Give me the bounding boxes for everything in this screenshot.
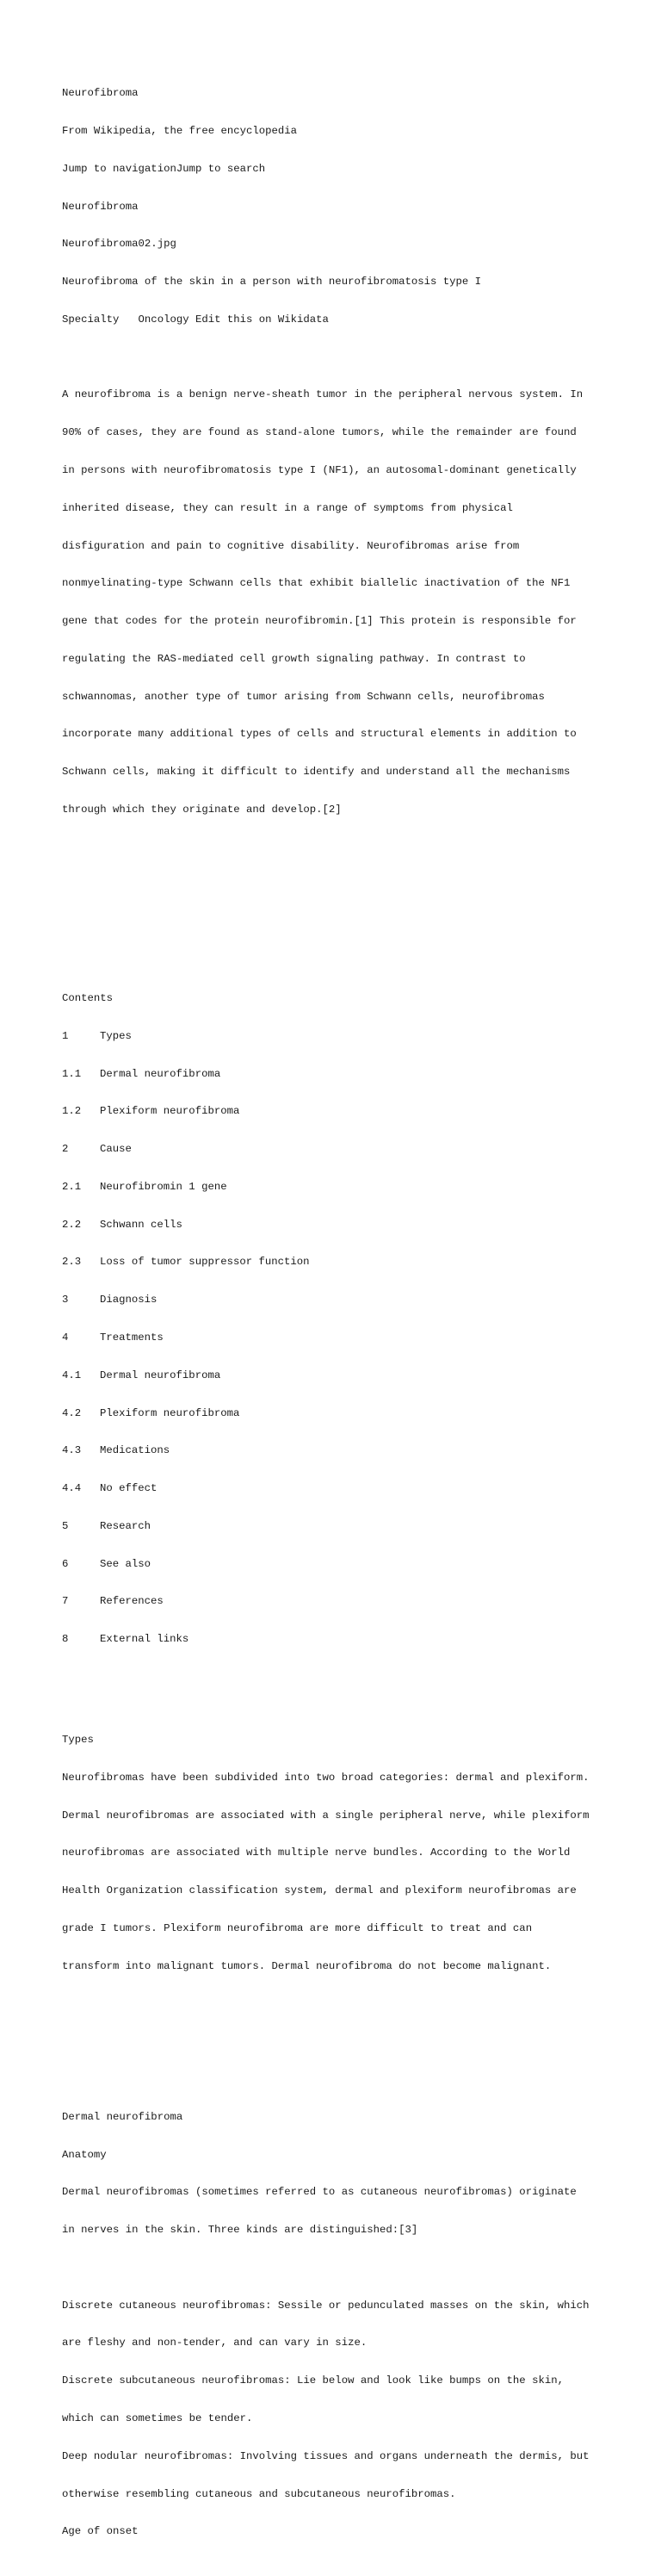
- types-line: Neurofibromas have been subdivided into two broad categories: dermal and plexiform.: [62, 1771, 590, 1784]
- toc-item[interactable]: [62, 1520, 613, 1533]
- toc-item[interactable]: [62, 1256, 613, 1269]
- toc-label: Types: [100, 1029, 132, 1042]
- toc-label: Plexiform neurofibroma: [100, 1406, 240, 1419]
- toc-label: Loss of tumor suppressor function: [100, 1256, 310, 1269]
- toc-item[interactable]: [62, 1407, 613, 1420]
- toc-number: 2.1: [62, 1180, 82, 1193]
- jump-links[interactable]: Jump to navigationJump to search: [62, 162, 266, 175]
- toc-number: 6: [62, 1557, 69, 1570]
- toc-number: 1.2: [62, 1105, 82, 1118]
- toc-item[interactable]: [62, 1219, 613, 1232]
- toc-item[interactable]: [62, 1558, 613, 1571]
- toc-label: Neurofibromin 1 gene: [100, 1180, 227, 1193]
- toc-item[interactable]: [62, 1181, 613, 1194]
- intro-line: A neurofibroma is a benign nerve-sheath tumor in the peripheral nervous system. In: [62, 388, 584, 401]
- intro-line: through which they originate and develop.[2]: [62, 804, 342, 816]
- types-section: [62, 1709, 613, 1998]
- toc-item[interactable]: [62, 1444, 613, 1457]
- toc-number: 4.2: [62, 1406, 82, 1419]
- subsection-heading: Anatomy: [62, 2148, 107, 2161]
- toc-item[interactable]: [62, 1105, 613, 1118]
- toc-label: Diagnosis: [100, 1294, 158, 1307]
- spacer: [62, 916, 613, 929]
- dermal-line: Dermal neurofibromas (sometimes referred to as cutaneous neurofibromas) originate: [62, 2186, 577, 2199]
- subsection-heading: Age of onset: [62, 2525, 139, 2538]
- intro-line: regulating the RAS-mediated cell growth signaling pathway. In contrast to: [62, 652, 526, 665]
- toc-item[interactable]: [62, 1294, 613, 1307]
- toc-item[interactable]: [62, 1143, 613, 1156]
- dermal-section: [62, 2086, 613, 2564]
- contents-heading: Contents: [62, 991, 114, 1004]
- infobox-image-filename[interactable]: Neurofibroma02.jpg: [62, 238, 176, 251]
- dermal-kind-line: are fleshy and non-tender, and can vary in size.: [62, 2337, 368, 2349]
- intro-line: in persons with neurofibromatosis type I (NF1), an autosomal-dominant genetically: [62, 464, 577, 476]
- dermal-kind-line: Discrete subcutaneous neurofibromas: Lie below and look like bumps on the skin,: [62, 2374, 564, 2387]
- section-heading: Types: [62, 1733, 94, 1746]
- document-body: [62, 62, 613, 2576]
- toc-number: 4.3: [62, 1444, 82, 1457]
- toc-item[interactable]: [62, 1595, 613, 1608]
- table-of-contents: [62, 967, 613, 1671]
- toc-number: 5: [62, 1519, 69, 1532]
- dermal-kind-line: otherwise resembling cutaneous and subcutaneous neurofibromas.: [62, 2487, 456, 2500]
- spacer: [62, 2035, 613, 2048]
- infobox-title: Neurofibroma: [62, 200, 139, 213]
- infobox-caption: Neurofibroma of the skin in a person with neurofibromatosis type I: [62, 276, 482, 289]
- intro-line: incorporate many additional types of cells and structural elements in addition to: [62, 728, 577, 741]
- toc-label: Medications: [100, 1444, 170, 1457]
- toc-item[interactable]: [62, 1482, 613, 1495]
- toc-label: Research: [100, 1519, 151, 1532]
- toc-label: Schwann cells: [100, 1218, 182, 1231]
- intro-line: inherited disease, they can result in a range of symptoms from physical: [62, 501, 513, 514]
- section-heading: Dermal neurofibroma: [62, 2110, 183, 2123]
- toc-number: 8: [62, 1633, 69, 1646]
- types-line: grade I tumors. Plexiform neurofibroma are more difficult to treat and can: [62, 1921, 533, 1934]
- types-line: Dermal neurofibromas are associated with a single peripheral nerve, while plexiform: [62, 1809, 590, 1822]
- toc-label: No effect: [100, 1482, 158, 1495]
- toc-number: 7: [62, 1595, 69, 1608]
- toc-number: 4: [62, 1331, 69, 1344]
- intro-line: nonmyelinating-type Schwann cells that exhibit biallelic inactivation of the NF1: [62, 577, 571, 590]
- toc-number: 1.1: [62, 1067, 82, 1080]
- spacer: [62, 2262, 613, 2275]
- toc-label: Dermal neurofibroma: [100, 1067, 221, 1080]
- page-title: Neurofibroma: [62, 87, 139, 100]
- dermal-kind-line: Discrete cutaneous neurofibromas: Sessile or pedunculated masses on the skin, which: [62, 2299, 590, 2312]
- toc-item[interactable]: [62, 1331, 613, 1344]
- toc-label: External links: [100, 1633, 189, 1646]
- toc-item[interactable]: [62, 1369, 613, 1382]
- toc-label: Cause: [100, 1143, 132, 1156]
- dermal-kind-line: which can sometimes be tender.: [62, 2412, 253, 2425]
- intro-line: Schwann cells, making it difficult to identify and understand all the mechanisms: [62, 766, 571, 779]
- toc-number: 3: [62, 1294, 69, 1307]
- dermal-line: in nerves in the skin. Three kinds are distinguished:[3]: [62, 2224, 418, 2237]
- toc-label: See also: [100, 1557, 151, 1570]
- toc-number: 1: [62, 1029, 69, 1042]
- intro-line: schwannomas, another type of tumor arising from Schwann cells, neurofibromas: [62, 690, 545, 703]
- toc-label: Treatments: [100, 1331, 164, 1344]
- toc-label: Dermal neurofibroma: [100, 1369, 221, 1381]
- intro-paragraph: [62, 363, 613, 841]
- types-line: neurofibromas are associated with multiple nerve bundles. According to the World: [62, 1847, 571, 1859]
- toc-label: References: [100, 1595, 164, 1608]
- toc-label: Plexiform neurofibroma: [100, 1105, 240, 1118]
- toc-item[interactable]: [62, 1068, 613, 1081]
- intro-line: gene that codes for the protein neurofibromin.[1] This protein is responsible for: [62, 615, 577, 628]
- toc-number: 2.2: [62, 1218, 82, 1231]
- toc-item[interactable]: [62, 1030, 613, 1043]
- toc-number: 2: [62, 1143, 69, 1156]
- types-line: transform into malignant tumors. Dermal neurofibroma do not become malignant.: [62, 1959, 552, 1972]
- toc-item[interactable]: [62, 1633, 613, 1646]
- toc-number: 4.1: [62, 1369, 82, 1381]
- toc-number: 2.3: [62, 1256, 82, 1269]
- spacer: [62, 879, 613, 892]
- source-line: From Wikipedia, the free encyclopedia: [62, 124, 298, 137]
- intro-line: disfiguration and pain to cognitive disability. Neurofibromas arise from: [62, 539, 520, 552]
- types-line: Health Organization classification system, dermal and plexiform neurofibromas are: [62, 1884, 577, 1897]
- dermal-kind-line: Deep nodular neurofibromas: Involving tissues and organs underneath the dermis, but: [62, 2449, 590, 2462]
- toc-number: 4.4: [62, 1482, 82, 1495]
- intro-line: 90% of cases, they are found as stand-alone tumors, while the remainder are found: [62, 426, 577, 439]
- infobox-specialty: Specialty Oncology Edit this on Wikidata: [62, 313, 329, 326]
